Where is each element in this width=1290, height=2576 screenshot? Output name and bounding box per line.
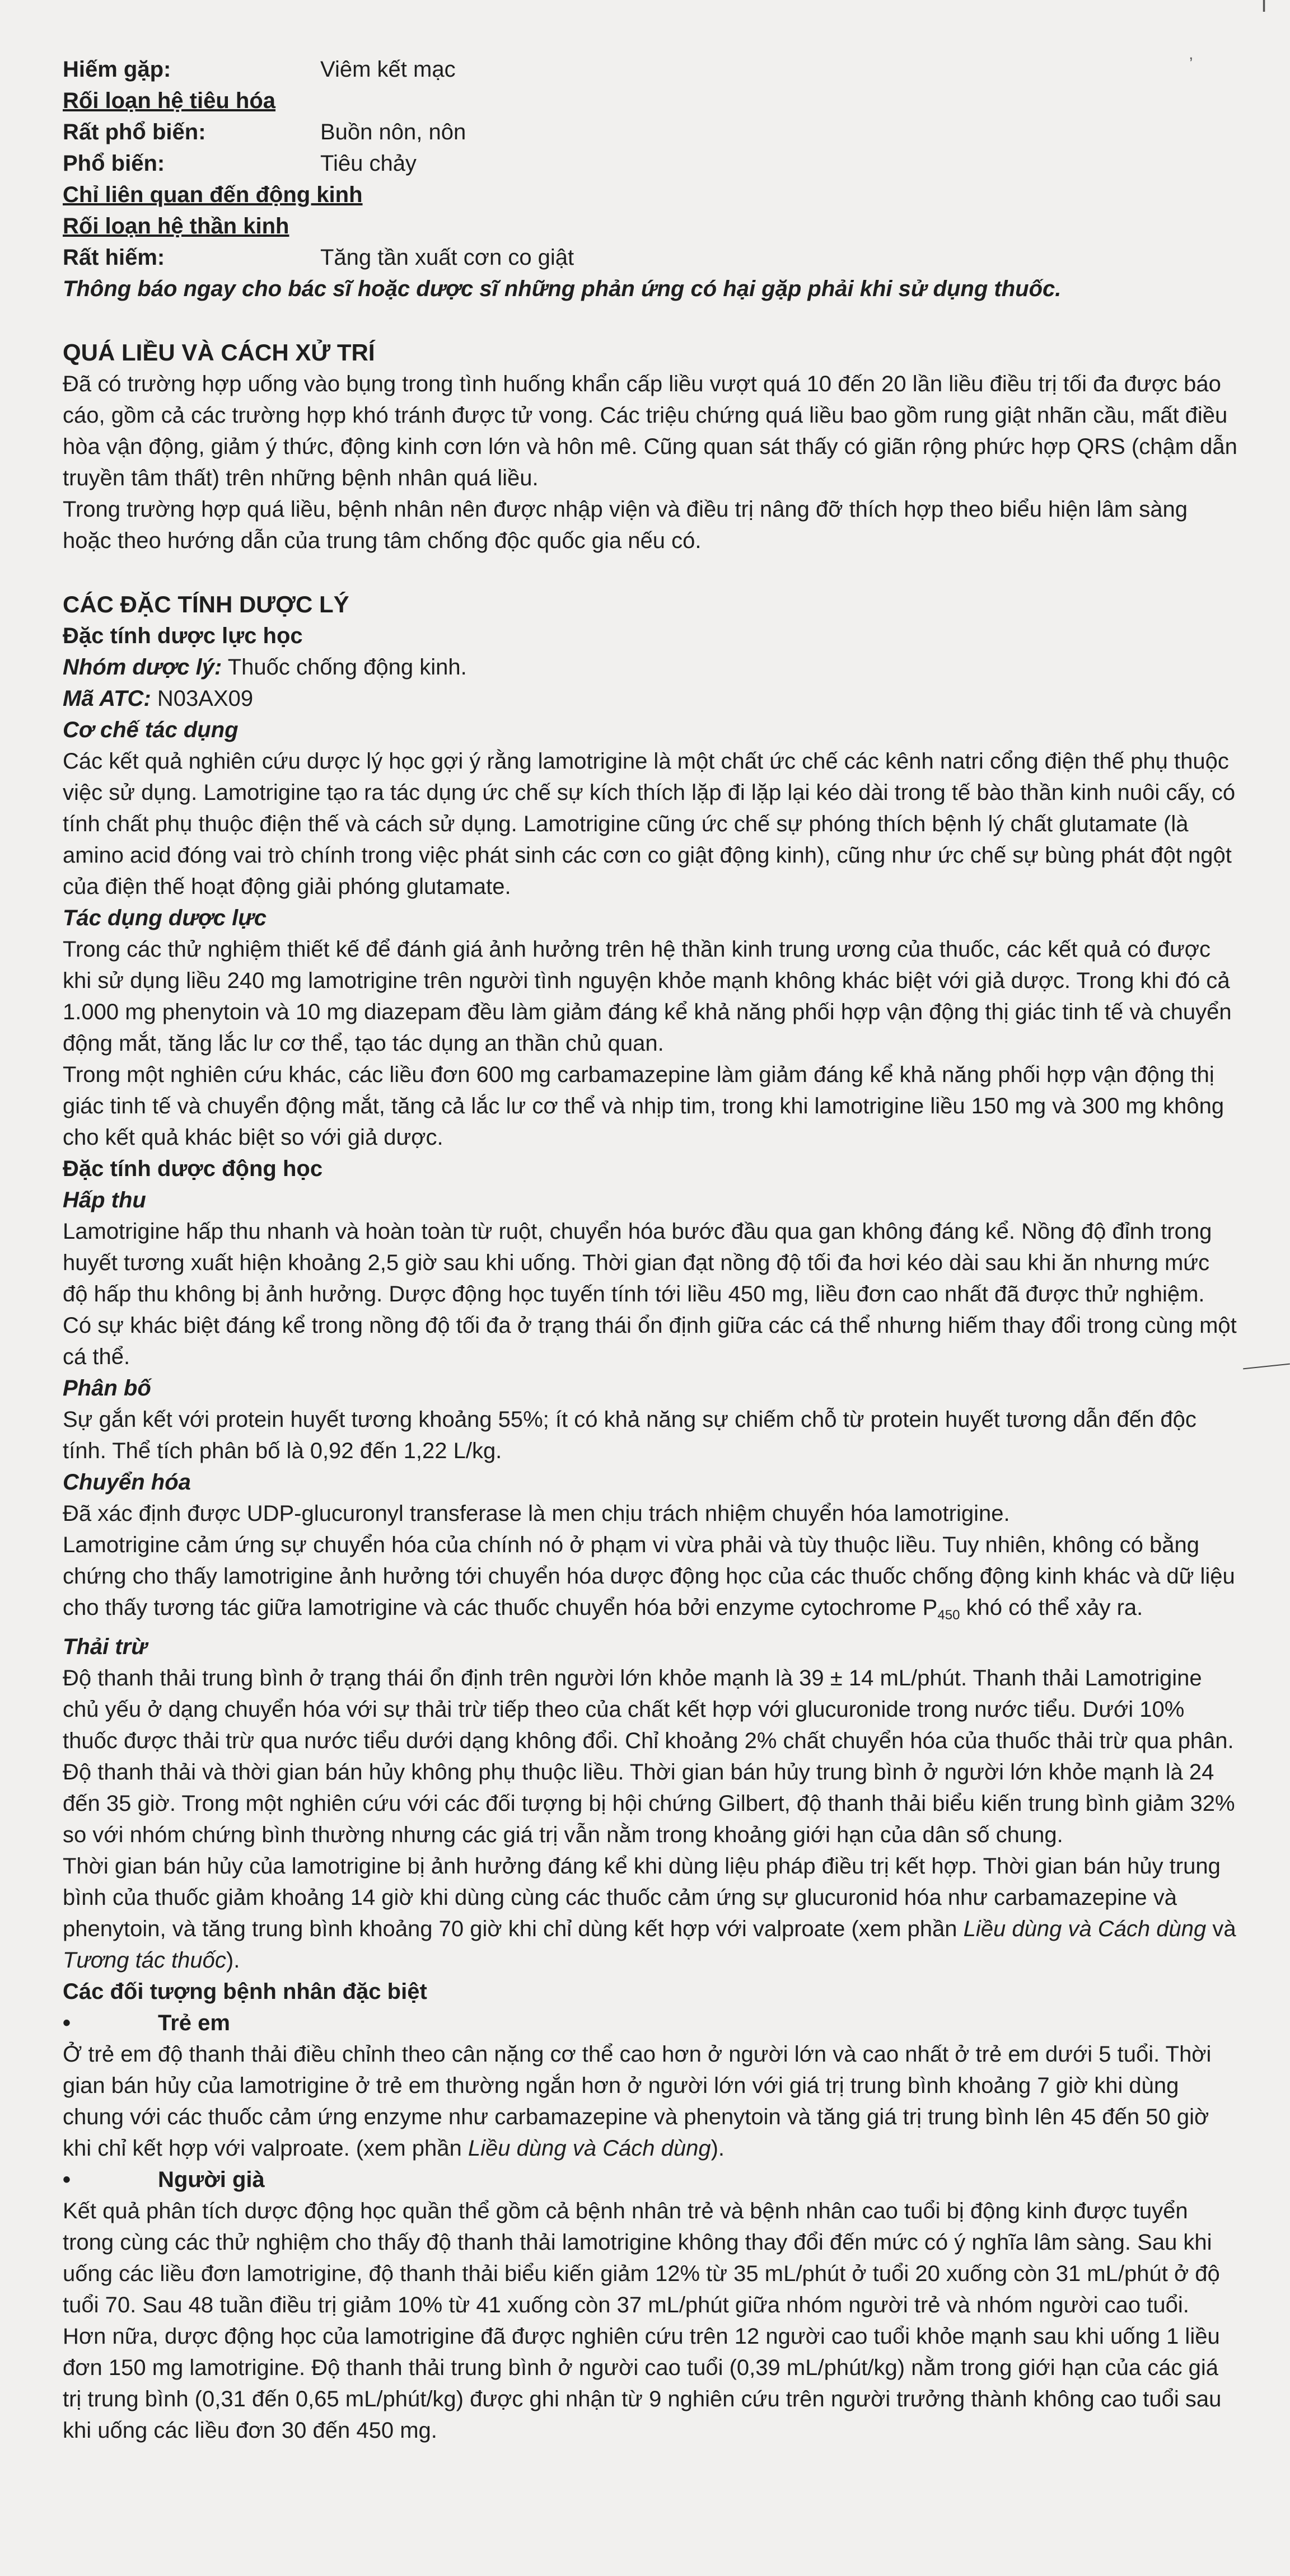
atc-line [63, 683, 1238, 714]
overdose-paragraph: Đã có trường hợp uống vào bụng trong tình huống khẩn cấp liều vượt quá 10 đến 20 lần liều điều trị tối đa được báo cáo, gồm cả các trường hợp khó tránh được tử vong. Các triệu chứng quá liều bao gồm rung giật nhãn cầu, mất điều hòa vận động, giảm ý thức, động kinh cơn lớn và hôn mê. Cũng quan sát thấy có giãn rộng phức hợp QRS (chậm dẫn truyền tâm thất) trên những bệnh nhân quá liều. [63, 372, 1237, 490]
mechanism-text: Các kết quả nghiên cứu dược lý học gợi ý rằng lamotrigine là một chất ức chế các kênh natri cổng điện thế phụ thuộc việc sử dụng. Lamotrigine tạo ra tác dụng ức chế sự kích thích lặp đi lặp lại kéo dài trong tế bào thần kinh nuôi cấy, có tính chất phụ thuộc điện thế và cách sử dụng. Lamotrigine cũng ức chế sự phóng thích bệnh lý chất glutamate (là amino acid đóng vai trò chính trong việc phát sinh các cơn co giật động kinh), cũng như ức chế sự bùng phát đột ngột của điện thế hoạt động giải phóng glutamate. [63, 749, 1236, 899]
mechanism-heading: Cơ chế tác dụng [63, 718, 239, 742]
elimination-text: Thời gian bán hủy của lamotrigine bị ảnh hưởng đáng kể khi dùng liệu pháp điều trị kết hợp. Thời gian bán hủy trung bình của thuốc giảm khoảng 14 giờ khi dùng cùng các thuốc cảm ứng sự glucuronid hóa như carbamazepine và phenytoin, và tăng trung bình khoảng 70 giờ khi chỉ dùng kết hợp với valproate (xem phần [63, 1854, 1221, 1941]
effect-heading: Tác dụng dược lực [63, 906, 267, 930]
special-population-heading: Các đối tượng bệnh nhân đặc biệt [63, 1979, 427, 2004]
metabolism-paragraph: Đã xác định được UDP-glucuronyl transferase là men chịu trách nhiệm chuyển hóa lamotrigine. [63, 1501, 1010, 1526]
elderly-bullet [63, 2164, 1238, 2195]
elderly-heading: Người già [158, 2167, 265, 2192]
pharmacology-title: CÁC ĐẶC TÍNH DƯỢC LÝ [63, 591, 349, 617]
bullet-marker: • [63, 2167, 71, 2192]
frequency-label: Rất phổ biến: [63, 120, 206, 144]
scan-line [1243, 1364, 1290, 1370]
children-heading: Trẻ em [158, 2011, 230, 2035]
metabolism-heading: Chuyển hóa [63, 1470, 191, 1495]
side-effect-row [63, 242, 1238, 273]
children-text: Ở trẻ em độ thanh thải điều chỉnh theo cân nặng cơ thể cao hơn ở người lớn và cao nhất ở trẻ em dưới 5 tuổi. Thời gian bán hủy của lamotrigine ở trẻ em thường ngắn hơn ở người lớn với giá trị trung bình khoảng 7 giờ khi dùng chung với các thuốc cảm ứng enzyme như carbamazepine và phenytoin và tăng giá trị trung bình lên 45 đến 50 giờ khi chỉ kết hợp với valproate. (xem phần [63, 2042, 1212, 2161]
scan-mark: ı [1261, 0, 1268, 17]
effect-paragraph: Trong một nghiên cứu khác, các liều đơn 600 mg carbamazepine làm giảm đáng kể khả năng phối hợp vận động thị giác tinh tế và chuyển động mắt, tăng cả lắc lư cơ thể và nhịp tim, trong khi lamotrigine liều 150 mg và 300 mg không cho kết quả khác biệt so với giả dược. [63, 1062, 1224, 1150]
atc-label: Mã ATC: [63, 686, 151, 711]
scan-mark: ʼ [1189, 55, 1193, 73]
side-effects-section [63, 54, 1238, 305]
document-page [63, 54, 1238, 2446]
elimination-text-and: và [1206, 1917, 1236, 1941]
overdose-section [63, 337, 1238, 556]
pk-heading: Đặc tính dược động học [63, 1156, 323, 1181]
side-effect-row [63, 116, 1238, 148]
effect-value: Viêm kết mạc [320, 57, 456, 82]
elimination-heading: Thải trừ [63, 1634, 147, 1659]
metabolism-paragraph [63, 1529, 1238, 1631]
children-bullet [63, 2007, 1238, 2039]
epilepsy-heading: Chỉ liên quan đến động kinh [63, 182, 363, 207]
crossref-interactions: Tương tác thuốc [63, 1948, 226, 1973]
drug-group-line [63, 652, 1238, 683]
effect-paragraph: Trong các thử nghiệm thiết kế để đánh giá ảnh hưởng trên hệ thần kinh trung ương của thuốc, các kết quả có được khi sử dụng liều 240 mg lamotrigine trên người tình nguyện khỏe mạnh không khác biệt với giả dược. Trong khi đó cả 1.000 mg phenytoin và 10 mg diazepam đều làm giảm đáng kể khả năng phối hợp vận động thị giác tinh tế và chuyển động mắt, tăng lắc lư cơ thể, tạo tác dụng an thần chủ quan. [63, 937, 1232, 1056]
elderly-text: Kết quả phân tích dược động học quần thể gồm cả bệnh nhân trẻ và bệnh nhân cao tuổi bị động kinh được tuyển trong cùng các thử nghiệm cho thấy độ thanh thải lamotrigine không thay đổi đến mức có ý nghĩa lâm sàng. Sau khi uống các liều đơn lamotrigine, độ thanh thải biểu kiến giảm 12% từ 35 mL/phút ở tuổi 20 xuống còn 31 mL/phút ở độ tuổi 70. Sau 48 tuần điều trị giảm 10% từ 41 xuống còn 37 mL/phút giữa nhóm người trẻ và nhóm người cao tuổi. Hơn nữa, dược động học của lamotrigine đã được nghiên cứu trên 12 người cao tuổi khỏe mạnh sau khi uống 1 liều đơn 150 mg lamotrigine. Độ thanh thải trung bình ở người cao tuổi (0,39 mL/phút/kg) nằm trong giới hạn của các giá trị trung bình (0,31 đến 0,65 mL/phút/kg) được ghi nhận từ 9 nghiên cứu trên người trưởng thành không cao tuổi sau khi uống các liều đơn 30 đến 450 mg. [63, 2199, 1222, 2443]
pd-heading: Đặc tính dược lực học [63, 624, 303, 648]
absorption-text: Lamotrigine hấp thu nhanh và hoàn toàn từ ruột, chuyển hóa bước đầu qua gan không đáng kể. Nồng độ đỉnh trong huyết tương xuất hiện khoảng 2,5 giờ sau khi uống. Thời gian đạt nồng độ tối đa hơi kéo dài sau khi ăn nhưng mức độ hấp thu không bị ảnh hưởng. Dược động học tuyến tính tới liều 450 mg, liều đơn cao nhất đã được thử nghiệm. Có sự khác biệt đáng kể trong nồng độ tối đa ở trạng thái ổn định giữa các cá thể nhưng hiếm thay đổi trong cùng một cá thể. [63, 1219, 1237, 1369]
atc-value: N03AX09 [151, 686, 254, 711]
cyp-subscript: 450 [937, 1608, 960, 1623]
digestive-heading: Rối loạn hệ tiêu hóa [63, 88, 276, 113]
elimination-paragraph: Độ thanh thải trung bình ở trạng thái ổn định trên người lớn khỏe mạnh là 39 ± 14 mL/phút. Thanh thải Lamotrigine chủ yếu ở dạng chuyển hóa với sự thải trừ tiếp theo của chất kết hợp với glucuronide trong nước tiểu. Dưới 10% thuốc được thải trừ qua nước tiểu dưới dạng không đổi. Chỉ khoảng 2% chất chuyển hóa của thuốc thải trừ qua phân. Độ thanh thải và thời gian bán hủy không phụ thuộc liều. Thời gian bán hủy trung bình ở người lớn khỏe mạnh là 24 đến 35 giờ. Trong một nghiên cứu với các đối tượng bị hội chứng Gilbert, độ thanh thải biểu kiến trung bình giảm 32% so với nhóm chứng bình thường nhưng các giá trị vẫn nằm trong khoảng giới hạn của dân số chung. [63, 1666, 1235, 1847]
crossref-dosage: Liều dùng và Cách dùng [963, 1917, 1207, 1941]
drug-group-value: Thuốc chống động kinh. [222, 655, 467, 680]
frequency-label: Rất hiếm: [63, 245, 165, 270]
children-paragraph [63, 2039, 1238, 2164]
overdose-paragraph: Trong trường hợp quá liều, bệnh nhân nên được nhập viện và điều trị nâng đỡ thích hợp theo biểu hiện lâm sàng hoặc theo hướng dẫn của trung tâm chống độc quốc gia nếu có. [63, 497, 1188, 553]
elimination-text-end: ). [226, 1948, 240, 1973]
crossref-dosage: Liều dùng và Cách dùng [468, 2136, 711, 2161]
distribution-heading: Phân bố [63, 1376, 151, 1401]
nervous-heading: Rối loạn hệ thần kinh [63, 214, 289, 238]
side-effect-row [63, 148, 1238, 179]
bullet-marker: • [63, 2011, 71, 2035]
overdose-title: QUÁ LIỀU VÀ CÁCH XỬ TRÍ [63, 339, 375, 366]
drug-group-label: Nhóm dược lý: [63, 655, 222, 680]
side-effect-row [63, 54, 1238, 85]
notice-text: Thông báo ngay cho bác sĩ hoặc dược sĩ những phản ứng có hại gặp phải khi sử dụng thuốc. [63, 277, 1062, 301]
effect-value: Tiêu chảy [320, 151, 417, 176]
effect-value: Buồn nôn, nôn [320, 120, 466, 144]
metabolism-text-end: khó có thể xảy ra. [960, 1595, 1143, 1620]
effect-value: Tăng tần xuất cơn co giật [320, 245, 574, 270]
frequency-label: Hiếm gặp: [63, 57, 171, 82]
elimination-paragraph [63, 1851, 1238, 1976]
absorption-heading: Hấp thu [63, 1188, 146, 1212]
children-text-end: ). [711, 2136, 725, 2161]
pharmacology-section [63, 589, 1238, 2446]
metabolism-text: Lamotrigine cảm ứng sự chuyển hóa của chính nó ở phạm vi vừa phải và tùy thuộc liều. Tuy nhiên, không có bằng chứng cho thấy lamotrigine ảnh hưởng tới chuyển hóa dược động học của các thuốc chống động kinh khác và dữ liệu cho thấy tương tác giữa lamotrigine và các thuốc chuyển hóa bởi enzyme cytochrome P [63, 1533, 1235, 1620]
distribution-text: Sự gắn kết với protein huyết tương khoảng 55%; ít có khả năng sự chiếm chỗ từ protein huyết tương dẫn đến độc tính. Thể tích phân bố là 0,92 đến 1,22 L/kg. [63, 1407, 1196, 1463]
frequency-label: Phổ biến: [63, 151, 165, 176]
